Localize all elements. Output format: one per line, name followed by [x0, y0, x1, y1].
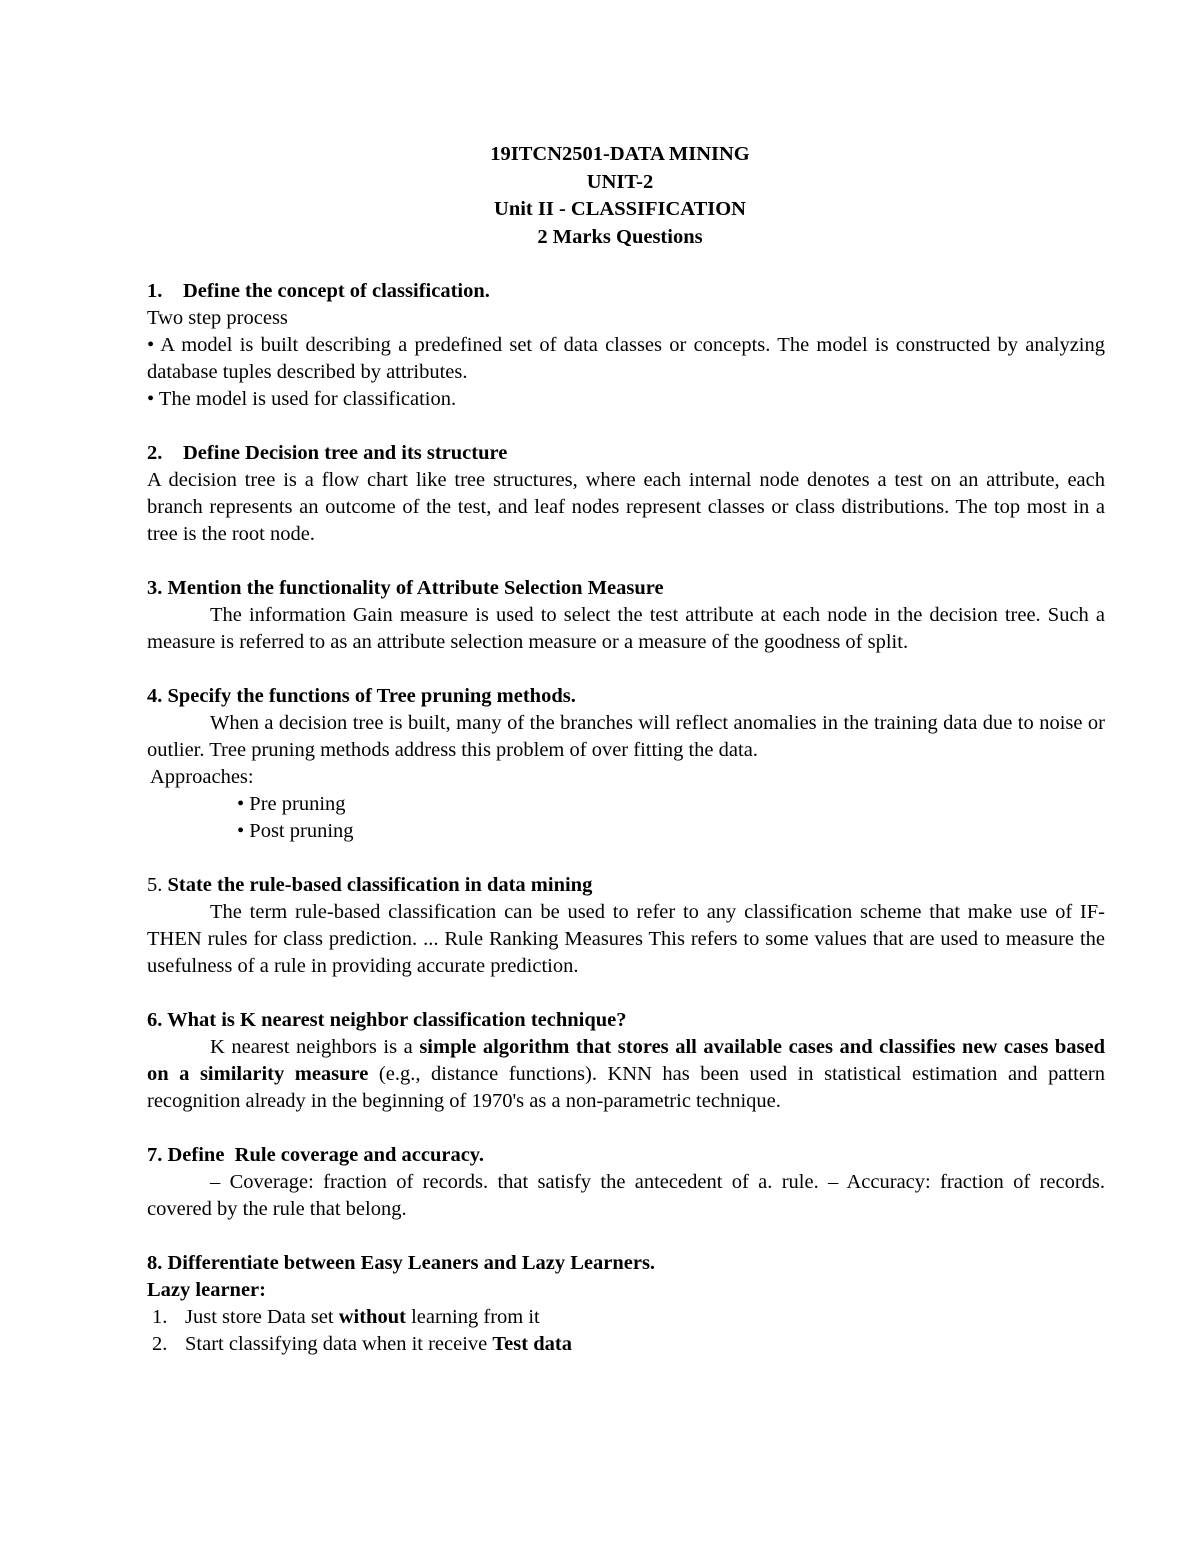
list-item: 2. Start classifying data when it receive Test data [152, 1333, 572, 1355]
question-5-body: The term rule-based classification can be used to refer to any classification scheme that make use of IF-THEN rules for class prediction. ... Rule Ranking Measures This refers to some values that are used to measure the usefulness of a rule in providing accurate prediction. [147, 901, 1105, 977]
section-title: 2 Marks Questions [537, 225, 703, 248]
question-8 [147, 1250, 1105, 1358]
question-2-body: A decision tree is a flow chart like tree structures, where each internal node denotes a test on an attribute, each branch represents an outcome of the test, and leaf nodes represent classes or class distributions. The top most in a tree is the root node. [147, 469, 1105, 545]
course-title: 19ITCN2501-DATA MINING [490, 143, 750, 165]
question-5-title: 5. State the rule-based classification in data mining [147, 874, 593, 896]
question-7 [147, 1142, 1105, 1223]
question-1-title: 1. Define the concept of classification. [147, 280, 490, 302]
document-header [0, 141, 1200, 251]
question-5 [147, 872, 1105, 980]
question-6-body: K nearest neighbors is a simple algorithm that stores all available cases and classifies new cases based on a similarity measure (e.g., distance functions). KNN has been used in statistical estimation and pattern recognition already in the beginning of 1970's as a non-parametric technique. [147, 1036, 1106, 1112]
question-6 [147, 1007, 1105, 1115]
question-4-title: 4. Specify the functions of Tree pruning methods. [147, 685, 576, 707]
unit-label: UNIT-2 [586, 170, 654, 193]
list-item: • Post pruning [237, 820, 354, 842]
question-7-body: – Coverage: fraction of records. that satisfy the antecedent of a. rule. – Accuracy: fraction of records. covered by the rule that belong. [147, 1171, 1105, 1220]
list-item: 1. Just store Data set without learning from it [152, 1306, 540, 1328]
question-2 [147, 440, 1105, 548]
questions-content [147, 278, 1105, 1385]
question-6-title: 6. What is K nearest neighbor classification technique? [147, 1009, 627, 1031]
question-1-line3: • The model is used for classification. [147, 388, 457, 410]
question-4-body: When a decision tree is built, many of the branches will reflect anomalies in the training data due to noise or outlier. Tree pruning methods address this problem of over fitting the data. [147, 712, 1105, 761]
question-4-approaches: Approaches: [150, 766, 254, 788]
unit-title: Unit II - CLASSIFICATION [494, 198, 746, 220]
question-2-title: 2. Define Decision tree and its structure [147, 442, 508, 464]
question-3-title: 3. Mention the functionality of Attribute Selection Measure [147, 577, 664, 599]
question-8-title: 8. Differentiate between Easy Leaners and Lazy Learners. [147, 1252, 656, 1274]
list-item: • Pre pruning [237, 793, 346, 815]
question-7-title: 7. Define Rule coverage and accuracy. [147, 1144, 485, 1166]
question-1-line1: Two step process [147, 307, 288, 329]
question-1 [147, 278, 1105, 413]
question-8-subtitle: Lazy learner: [147, 1279, 266, 1301]
question-3-body: The information Gain measure is used to select the test attribute at each node in the decision tree. Such a measure is referred to as an attribute selection measure or a measure of the goodness of split. [147, 604, 1105, 653]
question-1-line2: • A model is built describing a predefined set of data classes or concepts. The model is constructed by analyzing database tuples described by attributes. [147, 334, 1105, 383]
question-3 [147, 575, 1105, 656]
question-4 [147, 683, 1105, 845]
